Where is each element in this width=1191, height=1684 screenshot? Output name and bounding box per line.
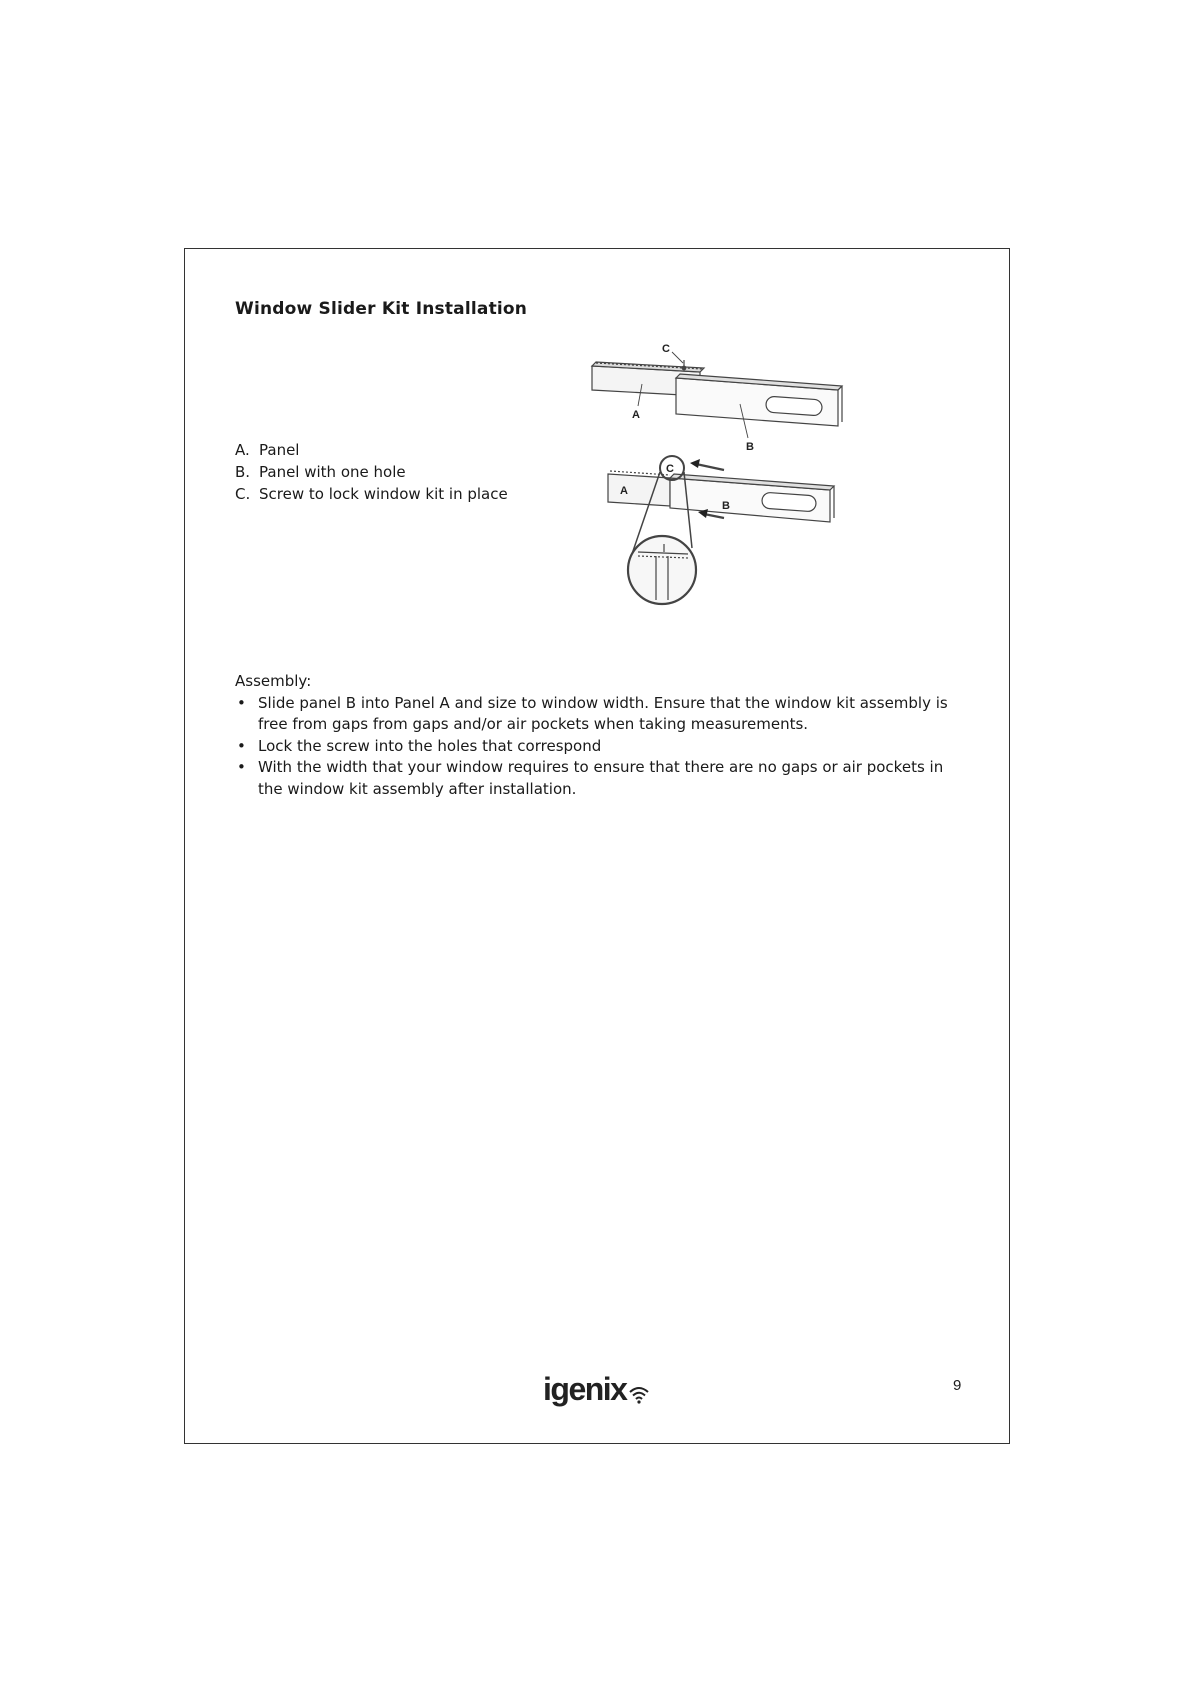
assembly-steps	[235, 693, 971, 801]
slider-kit-diagram	[590, 344, 850, 624]
assembly-step	[235, 736, 971, 758]
wifi-icon	[628, 1384, 650, 1404]
legend-text: Screw to lock window kit in place	[259, 485, 508, 503]
assembly-heading: Assembly:	[235, 672, 312, 690]
legend-text: Panel	[259, 441, 300, 459]
legend-item	[235, 461, 508, 483]
legend-item	[235, 439, 508, 461]
legend-key: B.	[235, 463, 251, 481]
top-assembly-illustration	[592, 352, 842, 438]
parts-legend	[235, 439, 508, 505]
legend-key: C.	[235, 485, 251, 503]
legend-item	[235, 483, 508, 505]
label-c-bottom: C	[666, 463, 674, 475]
bullet: •	[237, 693, 246, 712]
page-number: 9	[953, 1377, 962, 1394]
assembly-step-text: With the width that your window requires to ensure that there are no gaps or air pockets in the window kit assembly after installation.	[258, 758, 944, 798]
assembly-step-text: Slide panel B into Panel A and size to window width. Ensure that the window kit assembly is free from gaps from gaps and/or air pockets when taking measurements.	[258, 693, 948, 733]
label-a-bottom: A	[620, 485, 628, 497]
legend-text: Panel with one hole	[259, 463, 406, 481]
label-b-top: B	[746, 441, 754, 453]
page-frame	[184, 248, 1010, 1444]
label-a-top: A	[632, 409, 640, 421]
assembly-step	[235, 757, 971, 800]
brand-name: igenix	[543, 1371, 627, 1407]
bottom-assembly-illustration	[608, 456, 834, 604]
bullet: •	[237, 758, 246, 776]
bullet: •	[237, 736, 246, 755]
assembly-step-text: Lock the screw into the holes that correspond	[258, 736, 602, 755]
label-b-bottom: B	[722, 500, 730, 512]
brand-logo	[543, 1371, 650, 1408]
assembly-instructions	[235, 671, 971, 800]
label-c-top: C	[662, 344, 670, 355]
legend-key: A.	[235, 441, 250, 459]
assembly-step	[235, 693, 971, 736]
page-title: Window Slider Kit Installation	[235, 299, 528, 319]
